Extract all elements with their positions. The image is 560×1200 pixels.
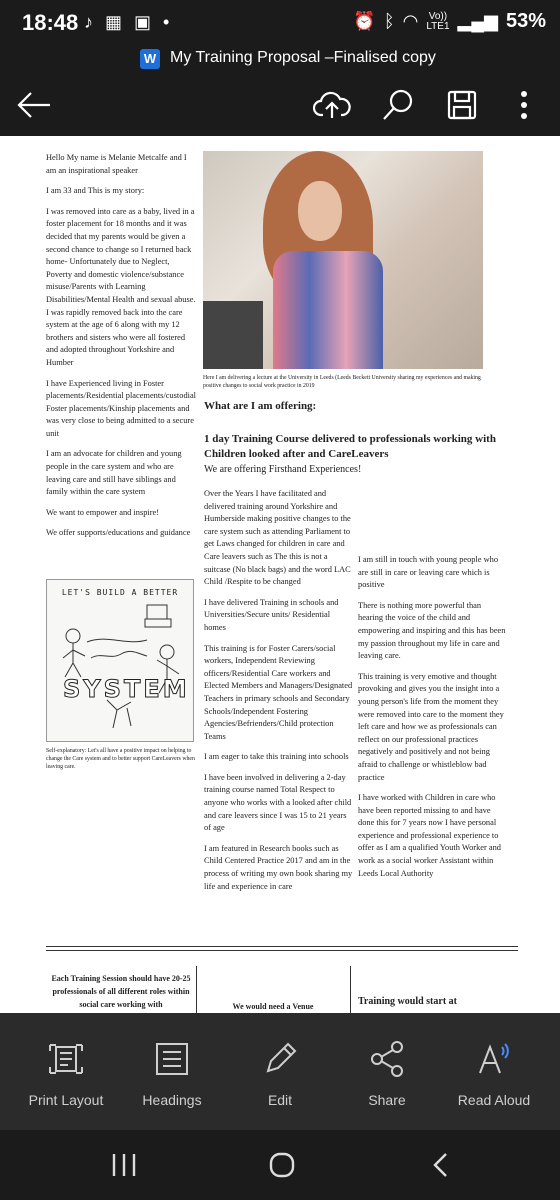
column-right: I am still in touch with young people who are still in care or leaving care which is positive There is nothing more powerful than hearing the voice of the child and empowering and inspiring and this has been my passion throughout my life in care and leaving care. This training is very emotive and thought provoking and gives you the insight into a young person's life from the moment they were removed into care to the moment they left care and how we as professionals can reflect on our professional practices negatively and positively and not being afraid to challenge or whistleblow bad practice I have worked with Children in care who have been reported missing to and have done this for 7 years now I have personal experience and professional experience to offer as I am a qualified Youth Worker and work as a social worker Assistant within Leeds Local Authority [358, 555, 506, 878]
battery-percent: 53% [505, 10, 546, 32]
clock: 18:48 [22, 10, 79, 35]
share-button[interactable]: Share [333, 1039, 441, 1108]
divider-vertical [196, 966, 197, 1013]
cloud-upload-icon[interactable] [310, 83, 354, 127]
document-title: My Training Proposal –Finalised copy [170, 49, 436, 66]
course-heading: 1 day Training Course delivered to professionals working with Children looked after and CareLeavers [204, 433, 496, 460]
document-title-bar [0, 45, 560, 75]
back-icon[interactable] [420, 1148, 460, 1182]
document-page[interactable] [0, 136, 560, 1013]
read-aloud-button[interactable]: Read Aloud [440, 1039, 548, 1108]
recent-apps-icon[interactable] [104, 1148, 144, 1182]
home-icon[interactable] [262, 1148, 302, 1182]
save-icon[interactable] [440, 83, 484, 127]
read-aloud-icon [474, 1039, 514, 1079]
sketch-caption: Self-explanatory: Let's all have a positive impact on helping to change the Care system and to better support CareLeavers when leaving care. [46, 748, 195, 770]
divider-vertical [350, 966, 351, 1013]
back-arrow-icon[interactable] [12, 83, 56, 127]
edit-button[interactable]: Edit [226, 1039, 334, 1108]
wifi-icon: ◠ [402, 11, 419, 31]
photo-caption: Here I am delivering a lecture at the University in Leeds (Leeds Beckett University sharing my experiences and making positive changes to social work practice in 2019 [203, 375, 481, 389]
column-left: Hello My name is Melanie Metcalfe and I am an inspirational speaker I am 33 and This is my story: I was removed into care as a baby, lived in a foster placement for 18 months and it was decided that my parents would be given a second chance to change so I returned back home- Unfortunately due to Neglect, Poverty and domestic violence/substance misuse/Parents with Learning Disabilities/Mental Health and sexual abuse. I was rapidly removed back into the care system at the age of 6 along with my 12 brothers and sisters who were all fostered and adopted throughout Yorkshire and Humber I have Experienced living in Foster placements/Residential placements/custodial Foster placements/Kinship placements and was very close to being admitted to a secure unit I am an advocate for children and young people in the care system and who are leaving care and still have siblings and family within the care system We want to empower and inspire! We offer supports/educations and guidance [46, 153, 197, 538]
network-label: Vo)) LTE1 [426, 10, 450, 32]
sketch-heading: LET'S BUILD A BETTER [61, 588, 179, 597]
calendar-icon: ▦ [105, 12, 123, 32]
offer-heading: What are I am offering: [204, 400, 317, 412]
print-layout-icon [46, 1039, 86, 1079]
more-icon[interactable] [506, 83, 542, 127]
edit-icon [260, 1039, 300, 1079]
venue-note: We would need a Venue [232, 1002, 314, 1011]
print-layout-button[interactable]: Print Layout [12, 1039, 120, 1108]
alarm-icon: ⏰ [353, 11, 376, 31]
search-icon[interactable] [376, 83, 420, 127]
divider [46, 950, 518, 951]
sketch-image [46, 579, 194, 742]
bluetooth-icon: ᛒ [383, 11, 395, 31]
column-middle: Over the Years I have facilitated and delivered training around Yorkshire and Humberside making positive changes to the care system such as attending Parliament to get Laws changed for children in care and Care leavers such as The this is not a suitcase (No black bags) and the word LAC Child /Respite to be changed I have delivered Training in schools and Universities/Secure units/ Residential homes This training is for Foster Carers/social workers, Independent Reviewing officers/Residential Care workers and Elected Members and Managers/Designated Teachers in primary schools and Secondary Schools/Independent Fostering Agencies/Befrienders/Child protection Teams I am eager to take this training into schools I have been involved in delivering a 2-day training course named Total Respect to anyone who works with a looked after child and care leavers since I was 15 to 21 years of age I am featured in Research books such as Child Centered Practice 2017 and am in the process of writing my own book sharing my life and experience in care [204, 489, 353, 891]
start-time-note: Training would start at [358, 996, 457, 1007]
share-icon [367, 1039, 407, 1079]
tiktok-icon: ♪ [84, 12, 93, 32]
top-toolbar [0, 75, 560, 135]
firsthand-subheading: We are offering Firsthand Experiences! [204, 464, 362, 475]
bottom-toolbar [0, 1013, 560, 1130]
signal-icon: ▂▄▆ [457, 11, 498, 31]
speaker-photo [203, 151, 483, 369]
gallery-icon: ▣ [134, 12, 152, 32]
sketch-system-word: SYSTEM [63, 675, 190, 703]
status-bar [0, 0, 560, 50]
system-nav-bar [0, 1130, 560, 1200]
session-size-note: Each Training Session should have 20-25 professionals of all different roles within social care working with [51, 974, 191, 1009]
divider [46, 946, 518, 947]
word-app-icon: W [140, 49, 160, 69]
dot-icon: • [163, 12, 170, 32]
headings-button[interactable]: Headings [118, 1039, 226, 1108]
headings-icon [152, 1039, 192, 1079]
